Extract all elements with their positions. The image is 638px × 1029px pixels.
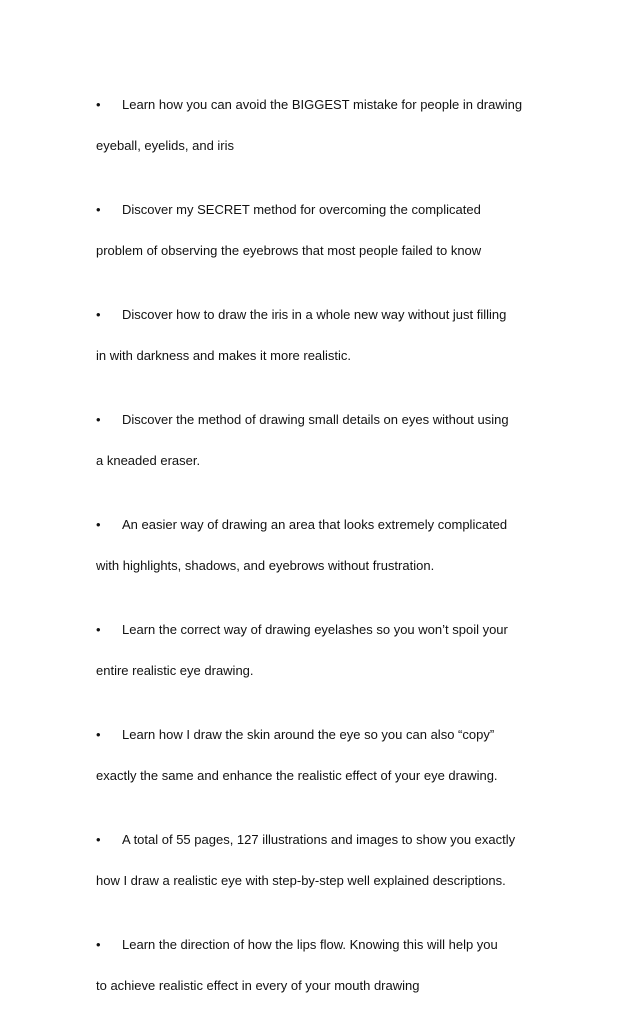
list-item-line-1 [96, 504, 546, 545]
list-item-line-1 [96, 714, 546, 755]
bullet-icon: • [96, 202, 101, 217]
list-item [96, 399, 546, 481]
bullet-icon: • [96, 412, 101, 427]
list-item-line-2: how I draw a realistic eye with step-by-step well explained descriptions. [96, 873, 506, 888]
list-item-line-2: exactly the same and enhance the realistic effect of your eye drawing. [96, 768, 498, 783]
list-item-line-2: to achieve realistic effect in every of your mouth drawing [96, 978, 420, 993]
bullet-icon: • [96, 727, 101, 742]
bullet-icon: • [96, 307, 101, 322]
list-item-line-1 [96, 84, 546, 125]
list-item-text: Discover how to draw the iris in a whole new way without just filling [122, 307, 507, 322]
list-item [96, 504, 546, 586]
list-item [96, 819, 546, 901]
bullet-icon: • [96, 97, 101, 112]
list-item [96, 609, 546, 691]
list-item-line-1 [96, 609, 546, 650]
bullet-icon: • [96, 937, 101, 952]
list-item-text: An easier way of drawing an area that looks extremely complicated [122, 517, 508, 532]
list-item-line-2: a kneaded eraser. [96, 453, 201, 468]
bullet-icon: • [96, 517, 101, 532]
list-item [96, 84, 546, 166]
list-item-line-2: entire realistic eye drawing. [96, 663, 254, 678]
list-item [96, 294, 546, 376]
list-item-text: Discover the method of drawing small details on eyes without using [122, 412, 509, 427]
list-item-text: Learn the correct way of drawing eyelashes so you won’t spoil your [122, 622, 508, 637]
list-item-text: A total of 55 pages, 127 illustrations and images to show you exactly [122, 832, 516, 847]
list-item-line-1 [96, 294, 546, 335]
list-item-text: Discover my SECRET method for overcoming the complicated [122, 202, 481, 217]
list-item-line-2: with highlights, shadows, and eyebrows without frustration. [96, 558, 435, 573]
list-item-text: Learn the direction of how the lips flow. Knowing this will help you [122, 937, 498, 952]
bullet-icon: • [96, 622, 101, 637]
list-item-line-1 [96, 399, 546, 440]
feature-bullet-list [96, 84, 546, 1029]
list-item [96, 189, 546, 271]
list-item [96, 714, 546, 796]
list-item-line-2: problem of observing the eyebrows that most people failed to know [96, 243, 482, 258]
list-item-line-1 [96, 924, 546, 965]
list-item-text: Learn how I draw the skin around the eye so you can also “copy” [122, 727, 495, 742]
list-item [96, 924, 546, 1006]
list-item-line-2: in with darkness and makes it more realistic. [96, 348, 352, 363]
list-item-line-2: eyeball, eyelids, and iris [96, 138, 235, 153]
list-item-line-1 [96, 819, 546, 860]
list-item-text: Learn how you can avoid the BIGGEST mistake for people in drawing [122, 97, 523, 112]
list-item-line-1 [96, 189, 546, 230]
bullet-icon: • [96, 832, 101, 847]
